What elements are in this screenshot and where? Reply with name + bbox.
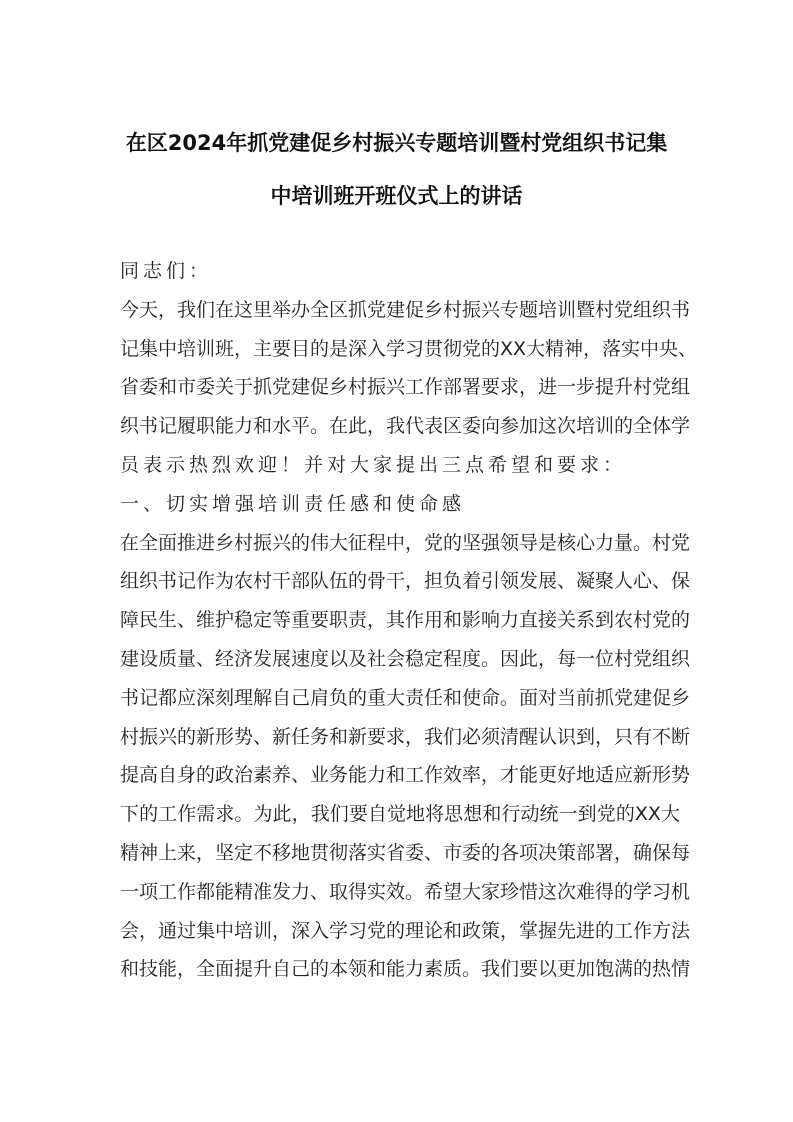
body-text-line: 村振兴的新形势、新任务和新要求，我们必须清醒认识到，只有不断 — [120, 725, 691, 748]
body-text-line: 同志们： — [120, 260, 213, 282]
body-text-line: 在全面推进乡村振兴的伟大征程中，党的坚强领导是核心力量。村党 — [120, 531, 691, 554]
body-text-line: 建设质量、经济发展速度以及社会稳定程度。因此，每一位村党组织 — [120, 647, 691, 670]
body-text-line: 员表示热烈欢迎！并对大家提出三点希望和要求： — [120, 453, 627, 476]
document-title-line-1: 在区2024年抓党建促乡村振兴专题培训暨村党组织书记集 — [125, 131, 668, 155]
document-title-line-2: 中培训班开班仪式上的讲话 — [270, 184, 523, 208]
body-text-line: 会，通过集中培训，深入学习党的理论和政策，掌握先进的工作方法 — [120, 919, 691, 942]
body-text-line: 书记都应深刻理解自己肩负的重大责任和使命。面对当前抓党建促乡 — [120, 686, 691, 709]
body-text-line: 省委和市委关于抓党建促乡村振兴工作部署要求，进一步提升村党组 — [120, 376, 691, 399]
body-text-line: 下的工作需求。为此，我们要自觉地将思想和行动统一到党的XX大 — [120, 803, 680, 826]
section-heading: 一、切实增强培训责任感和使命感 — [120, 492, 466, 515]
body-text-line: 提高自身的政治素养、业务能力和工作效率，才能更好地适应新形势 — [120, 764, 691, 787]
body-text-line: 和技能，全面提升自己的本领和能力素质。我们要以更加饱满的热情 — [120, 958, 691, 981]
body-text-line: 一项工作都能精准发力、取得实效。希望大家珍惜这次难得的学习机 — [120, 880, 691, 903]
document-body — [120, 252, 698, 989]
body-text-line: 织书记履职能力和水平。在此，我代表区委向参加这次培训的全体学 — [120, 415, 691, 438]
body-text-line: 今天，我们在这里举办全区抓党建促乡村振兴专题培训暨村党组织书 — [120, 298, 691, 321]
body-text-line: 组织书记作为农村干部队伍的骨干，担负着引领发展、凝聚人心、保 — [120, 570, 691, 593]
body-text-line: 障民生、维护稳定等重要职责，其作用和影响力直接关系到农村党的 — [120, 609, 691, 632]
body-text-line: 记集中培训班，主要目的是深入学习贯彻党的XX大精神，落实中央、 — [120, 337, 698, 360]
body-text-line: 精神上来，坚定不移地贯彻落实省委、市委的各项决策部署，确保每 — [120, 841, 691, 864]
